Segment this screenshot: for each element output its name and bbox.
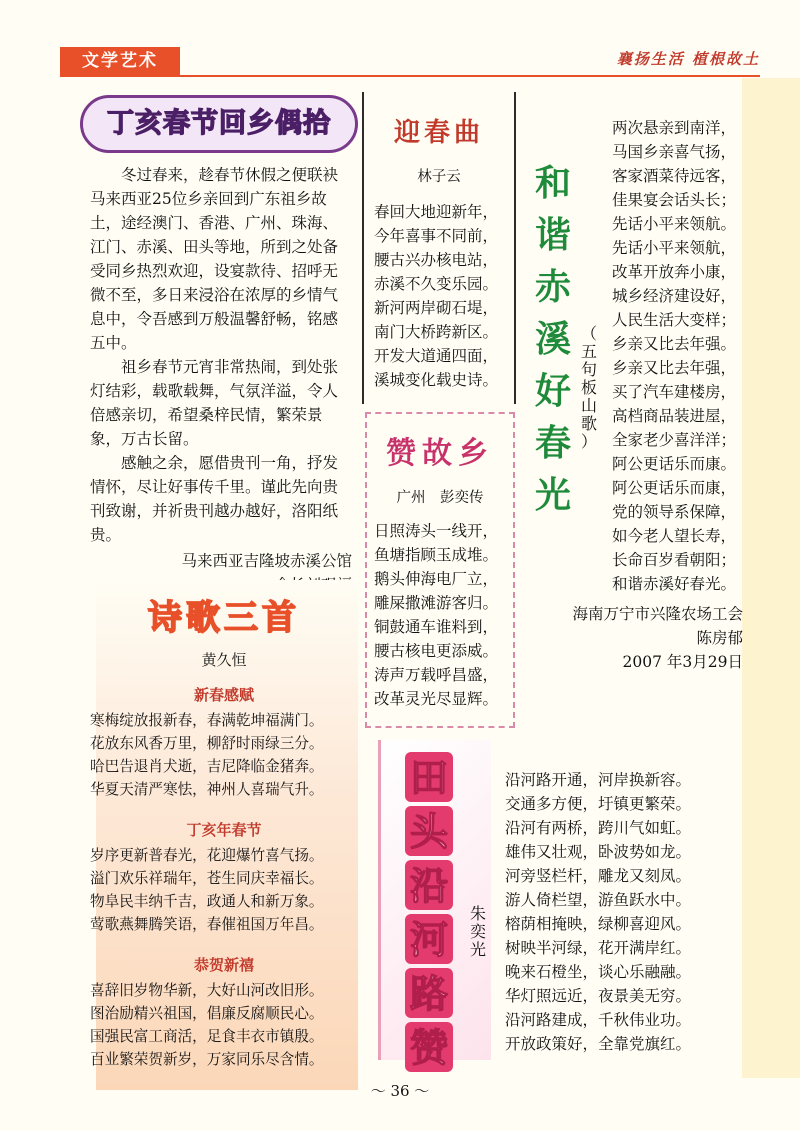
poem-line: 岁序更新普春光，花迎爆竹喜气扬。 (90, 847, 324, 864)
title-char: 河 (405, 914, 453, 964)
poem-line: 华夏天清严寒怯，神州人喜瑞气升。 (90, 781, 324, 798)
poem-line: 沿河路开通，河岸换新容。 (505, 771, 692, 789)
poem-subtitle: 丁亥年春节 (186, 821, 262, 839)
poem-line: 今年喜事不同前， (374, 227, 499, 245)
poem-line: 城乡经济建设好， (612, 287, 737, 305)
poem-tiantou-author (468, 905, 488, 959)
poem-line: 佳果宴会话头长； (612, 191, 737, 209)
poem-hexie-title (528, 158, 578, 522)
title-char: 溪 (534, 319, 571, 360)
poem-subtitle: 恭贺新禧 (193, 956, 254, 974)
poems-three-title: 诗歌三首 (148, 598, 300, 638)
poem-line: 莺歌燕舞腾笑语，春催祖国万年昌。 (90, 916, 324, 933)
author-char: 奕 (469, 922, 486, 941)
poem-line: 图治励精兴祖国，倡廉反腐顺民心。 (90, 1005, 324, 1022)
poem-yingchun-title: 迎春曲 (393, 118, 484, 148)
title-char: 光 (534, 475, 571, 516)
poem-line: 鹅头伸海电厂立， (374, 570, 499, 588)
poem-zanguxiang-author: 广州 彭奕传 (396, 490, 484, 506)
title-char: 头 (405, 806, 453, 856)
poem-line: 沿河有两桥，跨川气如虹。 (505, 819, 692, 837)
signature-name: 陈房郁 (696, 629, 743, 647)
poem-line: 国强民富工商活，足食丰衣市镇殷。 (90, 1028, 324, 1045)
poem-line: 南门大桥跨新区。 (374, 323, 499, 341)
column-divider (514, 92, 516, 404)
poem-line: 华灯照远近，夜景美无穷。 (505, 987, 692, 1005)
poem-line: 高档商品装进屋， (612, 407, 737, 425)
poem-line: 客家酒菜待远客， (612, 167, 737, 185)
column-divider (362, 92, 364, 404)
title-char: 春 (534, 423, 571, 464)
poem-tiantou-lines (505, 768, 745, 1056)
poem-line: 乡亲又比去年强， (612, 359, 737, 377)
title-char: 田 (405, 752, 453, 802)
poem-line: 交通多方便，圩镇更繁荣。 (505, 795, 692, 813)
article-body (90, 163, 352, 597)
poem-line: 春回大地迎新年， (374, 203, 499, 221)
poem-line: 阿公更话乐而康， (612, 479, 737, 497)
poem-line: 马国乡亲喜气扬， (612, 143, 737, 161)
article-paragraph: 祖乡春节元宵非常热闹，到处张灯结彩，载歌载舞，气氛洋溢，令人倍感亲切，希望桑梓民情，繁荣景象，万古长留。 (90, 358, 339, 448)
poem-hexie-subtitle (578, 325, 600, 451)
poem-yingchun-author: 林子云 (417, 169, 461, 185)
poem-line: 哈巴告退肖犬逝，吉尼降临金猪奔。 (90, 758, 324, 775)
poem-line: 沿河路建成，千秋伟业功。 (505, 1011, 692, 1029)
subtitle-char: 歌 (580, 414, 597, 433)
poem-line: 腰古核电更添威。 (374, 642, 499, 660)
poem-line: 物阜民丰纳千吉，政通人和新万象。 (90, 893, 324, 910)
subtitle-char: 山 (580, 396, 597, 415)
poem-lines (90, 844, 358, 936)
poem-line: 鱼塘指顾玉成堆。 (374, 546, 499, 564)
poem-line: 长命百岁看朝阳； (612, 551, 737, 569)
poem-line: 赤溪不久变乐园。 (374, 275, 499, 293)
signature-org: 马来西亚吉隆坡赤溪公馆 (181, 552, 352, 570)
poem-line: 树映半河绿，花开满岸红。 (505, 939, 692, 957)
poem-subtitle: 新春感赋 (193, 686, 254, 704)
poem-hexie-lines (612, 116, 762, 596)
poem-line: 如今老人望长寿， (612, 527, 737, 545)
poem-line: 买了汽车建楼房， (612, 383, 737, 401)
subtitle-char: ） (580, 432, 597, 451)
poem-tiantou-title (405, 752, 453, 1076)
poem-line: 两次悬亲到南洋， (612, 119, 737, 137)
poem-line: 雄伟又壮观，卧波势如龙。 (505, 843, 692, 861)
poem-line: 先话小平来领航。 (612, 215, 737, 233)
poem-line: 开放政策好，全靠党旗红。 (505, 1035, 692, 1053)
title-char: 赤 (534, 267, 571, 308)
title-char: 和 (534, 163, 571, 204)
poem-line: 寒梅绽放报新春，春满乾坤福满门。 (90, 712, 324, 729)
title-char: 赞 (405, 1022, 453, 1072)
poem-line: 涛声万载呼昌盛， (374, 666, 499, 684)
poem-line: 开发大道通四面， (374, 347, 499, 365)
poem-zanguxiang-lines (370, 519, 510, 711)
poem-line: 和谐赤溪好春光。 (612, 575, 737, 593)
poem-zanguxiang-title: 赞故乡 (386, 436, 494, 471)
signature-org: 海南万宁市兴隆农场工会 (572, 605, 743, 623)
poem-yingchun (370, 112, 508, 392)
subtitle-char: （ (580, 324, 597, 343)
poem-line: 溪城变化载史诗。 (374, 371, 499, 389)
poem-line: 花放东风香万里，柳舒时雨绿三分。 (90, 735, 324, 752)
header-motto: 襄扬生活 植根故土 (616, 50, 760, 68)
poem-line: 先话小平来领航， (612, 239, 737, 257)
poem-lines (90, 709, 358, 801)
header-rule (60, 75, 760, 77)
poems-three (90, 590, 358, 1071)
poems-three-author: 黄久恒 (201, 651, 247, 669)
poem-line: 雕屎撒滩游客归。 (374, 594, 499, 612)
poem-line: 榕荫相掩映，绿柳喜迎风。 (505, 915, 692, 933)
author-char: 朱 (469, 904, 486, 923)
title-char: 谐 (534, 215, 571, 256)
section-tag: 文学艺术 (60, 47, 180, 75)
subtitle-char: 句 (580, 360, 597, 379)
article-title: 丁亥春节回乡偶拾 (107, 108, 331, 139)
poems-three-list (90, 684, 358, 1071)
poem-line: 晚来石橙坐，谈心乐融融。 (505, 963, 692, 981)
article-paragraph: 感触之余，愿借贵刊一角，抒发情怀，尽让好事传千里。谨此先向贵刊致谢，并祈贵刊越办越好，洛阳纸贵。 (90, 454, 339, 544)
title-char: 路 (405, 968, 453, 1018)
page-number: ～ 36 ～ (370, 1082, 430, 1100)
poem-lines (90, 979, 358, 1071)
poem-line: 游人倚栏望，游鱼跃水中。 (505, 891, 692, 909)
poem-line: 铜鼓通车谁料到， (374, 618, 499, 636)
subtitle-char: 板 (580, 378, 597, 397)
signature-date: 2007 年3月29日 (622, 653, 743, 671)
poem-line: 乡亲又比去年强。 (612, 335, 737, 353)
author-char: 光 (469, 940, 486, 959)
poem-yingchun-lines (370, 200, 508, 392)
subtitle-char: 五 (580, 342, 597, 361)
poem-hexie-signature (555, 602, 743, 674)
title-char: 好 (534, 371, 571, 412)
poem-line: 阿公更话乐而康。 (612, 455, 737, 473)
poem-line: 改革灵光尽显辉。 (374, 690, 499, 708)
poem-zanguxiang (370, 428, 510, 711)
poem-line: 改革开放奔小康， (612, 263, 737, 281)
poem-line: 日照涛头一线开， (374, 522, 499, 540)
poem-line: 党的领导系保障， (612, 503, 737, 521)
poem-line: 人民生活大变样； (612, 311, 737, 329)
poem-line: 百业繁荣贺新岁，万家同乐尽含情。 (90, 1051, 324, 1068)
article-paragraph: 冬过春来，趁春节休假之便联袂马来西亚25位乡亲回到广东祖乡故土，途经澳门、香港、广州、珠海、江门、赤溪、田头等地，所到之处备受同乡热烈欢迎，设宴款待、招呼无微不至，多日来浸浴在浓厚的乡情气息中，令吾感到万般温馨舒畅，铭感五中。 (90, 166, 339, 352)
article-title-bubble (80, 95, 358, 153)
poem-line: 全家老少喜洋洋； (612, 431, 737, 449)
poem-line: 河旁竖栏杆，雕龙又刻凤。 (505, 867, 692, 885)
poem-line: 喜辞旧岁物华新，大好山河改旧形。 (90, 982, 324, 999)
poem-line: 新河两岸砌石堤， (374, 299, 499, 317)
poem-line: 溢门欢乐祥瑞年，苍生同庆幸福长。 (90, 870, 324, 887)
title-char: 沿 (405, 860, 453, 910)
poem-line: 腰古兴办核电站， (374, 251, 499, 269)
